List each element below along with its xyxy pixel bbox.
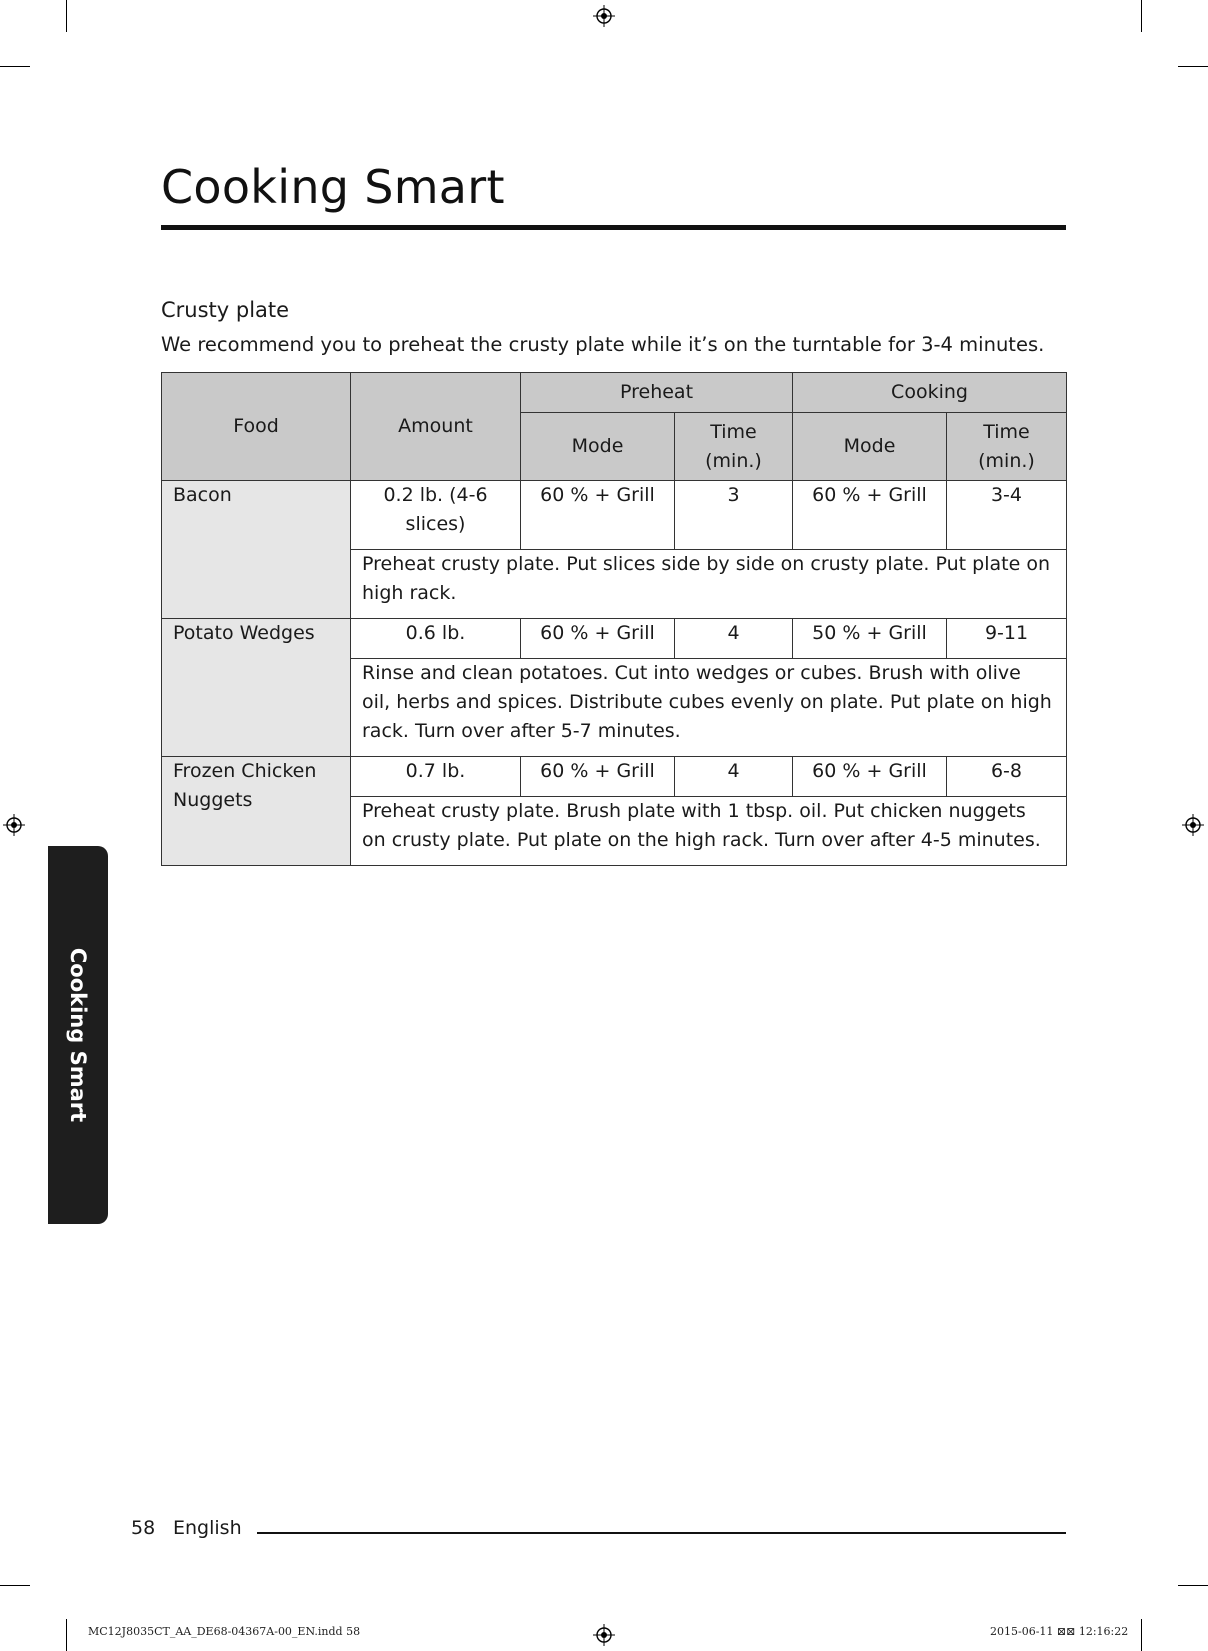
page-number: 58 — [131, 1517, 156, 1539]
crop-mark — [0, 1585, 30, 1586]
cooking-time-cell: 6-8 — [947, 757, 1067, 797]
table-row — [162, 619, 1067, 659]
registration-mark-icon — [3, 814, 25, 836]
food-cell: Bacon — [162, 481, 351, 619]
crop-mark — [1178, 66, 1208, 67]
header-cooking-mode: Mode — [793, 413, 947, 481]
registration-mark-icon — [1182, 814, 1204, 836]
instructions-cell: Preheat crusty plate. Put slices side by side on crusty plate. Put plate on high rack. — [351, 550, 1067, 619]
instructions-cell: Preheat crusty plate. Brush plate with 1 tbsp. oil. Put chicken nuggets on crusty plate. Put plate on the high rack. Turn over after 4-5 minutes. — [351, 797, 1067, 866]
preheat-mode-cell: 60 % + Grill — [521, 481, 675, 550]
side-tab-label: Cooking Smart — [66, 947, 90, 1123]
header-cooking: Cooking — [793, 373, 1067, 413]
cooking-mode-cell: 60 % + Grill — [793, 481, 947, 550]
table-row — [162, 757, 1067, 797]
page-title: Cooking Smart — [161, 160, 505, 214]
crusty-plate-table — [161, 372, 1067, 866]
food-cell: Frozen Chicken Nuggets — [162, 757, 351, 866]
food-cell: Potato Wedges — [162, 619, 351, 757]
registration-mark-icon — [593, 1624, 615, 1646]
side-tab — [48, 846, 108, 1224]
table-row — [162, 481, 1067, 550]
crop-mark — [66, 1619, 67, 1651]
header-preheat: Preheat — [521, 373, 793, 413]
header-cooking-time: Time (min.) — [947, 413, 1067, 481]
intro-text: We recommend you to preheat the crusty plate while it’s on the turntable for 3-4 minutes. — [161, 333, 1045, 356]
cooking-time-cell: 3-4 — [947, 481, 1067, 550]
amount-cell: 0.7 lb. — [351, 757, 521, 797]
amount-cell: 0.6 lb. — [351, 619, 521, 659]
footer-rule — [257, 1532, 1066, 1534]
preheat-time-cell: 4 — [675, 619, 793, 659]
crop-mark — [0, 66, 30, 67]
header-amount: Amount — [351, 373, 521, 481]
preheat-mode-cell: 60 % + Grill — [521, 619, 675, 659]
cooking-mode-cell: 60 % + Grill — [793, 757, 947, 797]
cooking-time-cell: 9-11 — [947, 619, 1067, 659]
section-title: Crusty plate — [161, 298, 290, 322]
preheat-time-cell: 3 — [675, 481, 793, 550]
amount-cell: 0.2 lb. (4-6 slices) — [351, 481, 521, 550]
slug-filename: MC12J8035CT_AA_DE68-04367A-00_EN.indd 58 — [88, 1625, 361, 1638]
cooking-mode-cell: 50 % + Grill — [793, 619, 947, 659]
page-language: English — [173, 1517, 242, 1539]
crop-mark — [66, 0, 67, 32]
slug-timestamp: 2015-06-11 ⊠⊠ 12:16:22 — [990, 1625, 1129, 1638]
preheat-mode-cell: 60 % + Grill — [521, 757, 675, 797]
crop-mark — [1141, 0, 1142, 32]
crop-mark — [1178, 1585, 1208, 1586]
instructions-cell: Rinse and clean potatoes. Cut into wedges or cubes. Brush with olive oil, herbs and spices. Distribute cubes evenly on plate. Put plate on high rack. Turn over after 5-7 minutes. — [351, 659, 1067, 757]
crop-mark — [1141, 1619, 1142, 1651]
registration-mark-icon — [593, 5, 615, 27]
header-preheat-time: Time (min.) — [675, 413, 793, 481]
header-food: Food — [162, 373, 351, 481]
preheat-time-cell: 4 — [675, 757, 793, 797]
title-rule — [161, 225, 1066, 230]
header-preheat-mode: Mode — [521, 413, 675, 481]
